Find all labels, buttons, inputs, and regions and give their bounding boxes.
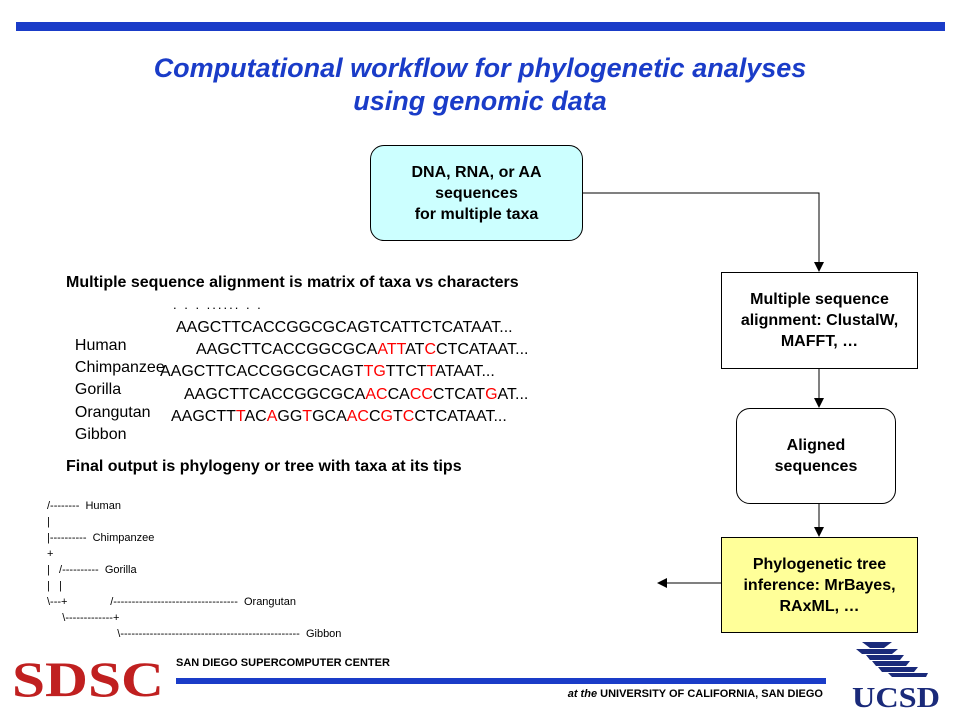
tree-box-line: Phylogenetic tree bbox=[752, 555, 887, 573]
variable-site: TG bbox=[363, 363, 386, 380]
sequence-segment: GG bbox=[277, 408, 303, 425]
title-line-1: Computational workflow for phylogenetic analyses bbox=[153, 53, 807, 83]
variable-site: CC bbox=[409, 386, 433, 403]
sequence-segment: AAGCTTCACCGGCGCA bbox=[196, 341, 378, 358]
conserved-site-dots: . . . ...... . . bbox=[173, 297, 263, 312]
output-heading: Final output is phylogeny or tree with taxa at its tips bbox=[66, 458, 462, 475]
aligned-box-line: Aligned bbox=[786, 437, 846, 454]
sdsc-logo-text: SDSC bbox=[12, 652, 164, 704]
variable-site: T bbox=[426, 363, 436, 380]
sequence bbox=[176, 319, 513, 337]
sequence-segment: AT... bbox=[497, 386, 529, 403]
title-line-2: using genomic data bbox=[353, 86, 607, 116]
input-box-line: for multiple taxa bbox=[414, 205, 539, 223]
arrow-input-to-msa bbox=[583, 193, 819, 271]
msa-box-line: alignment: ClustalW, bbox=[740, 312, 899, 329]
sequence-segment: AC bbox=[244, 408, 267, 425]
msa-box bbox=[721, 272, 918, 369]
variable-site: A bbox=[266, 408, 278, 425]
sequence-segment: AT bbox=[405, 341, 425, 358]
aligned-box-line: sequences bbox=[774, 458, 858, 475]
sequence-segment: ATAAT... bbox=[435, 363, 495, 380]
sequence-segment: AAGCTT bbox=[171, 408, 236, 425]
taxon-name: Gorilla bbox=[74, 381, 122, 398]
variable-site: T bbox=[302, 408, 313, 425]
library-icon bbox=[856, 642, 928, 677]
sequence-segment: T bbox=[392, 408, 403, 425]
sequence-segment: CA bbox=[387, 386, 410, 403]
input-sequences-box bbox=[370, 145, 583, 241]
variable-site: C bbox=[424, 341, 437, 358]
sequence-segment: C bbox=[368, 408, 381, 425]
variable-site: G bbox=[485, 386, 498, 403]
ucsd-logo bbox=[848, 638, 943, 710]
variable-site: AC bbox=[346, 408, 369, 425]
sequence-segment: CTCATAAT... bbox=[414, 408, 507, 425]
input-box-line: sequences bbox=[435, 184, 518, 202]
sequence bbox=[196, 341, 528, 359]
msa-box-line: Multiple sequence bbox=[750, 291, 889, 308]
variable-site: T bbox=[235, 408, 245, 425]
sequence-segment: CTCAT bbox=[432, 386, 486, 403]
alignment-heading: Multiple sequence alignment is matrix of taxa vs characters bbox=[66, 274, 519, 291]
taxon-name: Chimpanzee bbox=[74, 359, 165, 376]
input-box-line: DNA, RNA, or AA bbox=[411, 163, 542, 181]
sequence bbox=[171, 408, 507, 426]
taxon-name: Gibbon bbox=[74, 426, 127, 443]
sequence-segment: CTCATAAT... bbox=[436, 341, 529, 358]
sequence-segment: AAGCTTCACCGGCGCAGTCATTCTCATAAT... bbox=[176, 319, 513, 336]
taxon-name: Human bbox=[74, 337, 127, 354]
university-label bbox=[360, 688, 823, 700]
variable-site: ATT bbox=[377, 341, 406, 358]
sequence-segment: TTCT bbox=[385, 363, 427, 380]
aligned-sequences-box bbox=[736, 408, 896, 504]
at-the-text: at the bbox=[567, 688, 598, 700]
taxon-name: Orangutan bbox=[74, 404, 151, 421]
sdsc-center-label: SAN DIEGO SUPERCOMPUTER CENTER bbox=[176, 657, 390, 669]
sequence bbox=[184, 386, 528, 404]
bottom-rule bbox=[176, 678, 826, 684]
sequence bbox=[160, 363, 495, 381]
tree-box-line: inference: MrBayes, bbox=[743, 576, 896, 594]
ucsd-logo-text: UCSD bbox=[852, 683, 940, 710]
tree-box-line: RAxML, … bbox=[779, 597, 860, 615]
sdsc-logo bbox=[10, 652, 168, 704]
variable-site: AC bbox=[365, 386, 388, 403]
variable-site: C bbox=[402, 408, 415, 425]
sequence-segment: AAGCTTCACCGGCGCAGT bbox=[160, 363, 364, 380]
university-name: UNIVERSITY OF CALIFORNIA, SAN DIEGO bbox=[600, 688, 823, 700]
variable-site: G bbox=[380, 408, 393, 425]
msa-box-line: MAFFT, … bbox=[780, 333, 859, 350]
tree-inference-box bbox=[721, 537, 918, 633]
alignment-row bbox=[66, 408, 507, 462]
sequence-segment: AAGCTTCACCGGCGCA bbox=[184, 386, 366, 403]
ascii-tree: /-------- Human | |---------- Chimpanzee + | /---------- Gorilla | | \---+ /---------------------------------- Orangutan \-------------+ \------------------------------------------------- Gibbon bbox=[47, 500, 342, 640]
sequence-segment: GCA bbox=[312, 408, 347, 425]
